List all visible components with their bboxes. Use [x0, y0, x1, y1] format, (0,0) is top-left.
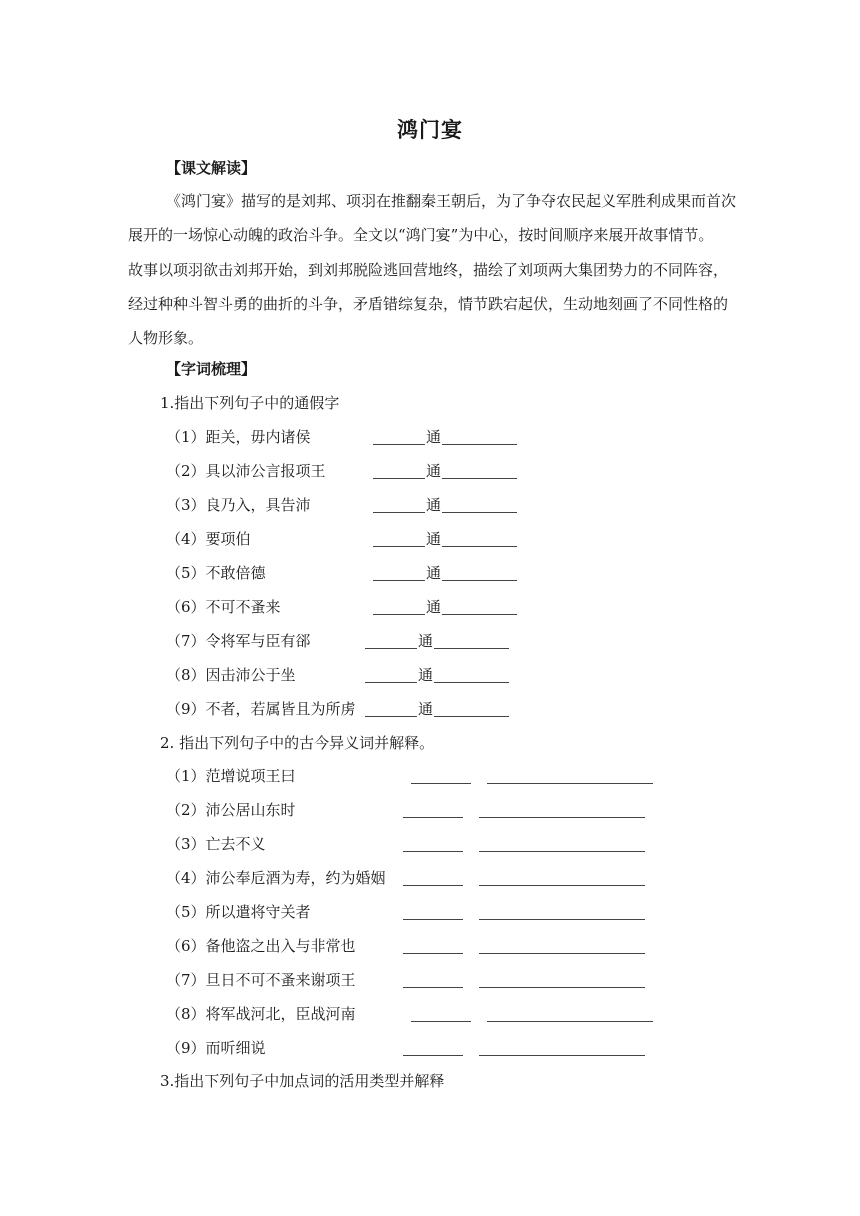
q1-item-text: （8）因击沛公于坐: [166, 666, 296, 684]
intro-paragraph: [128, 184, 738, 355]
answer-blank[interactable]: [373, 580, 425, 581]
answer-blank[interactable]: [365, 682, 417, 683]
tong-label: 通: [426, 428, 442, 446]
answer-blank[interactable]: [442, 512, 517, 513]
answer-blank[interactable]: [411, 1021, 471, 1022]
answer-blank[interactable]: [479, 919, 645, 920]
q2-item-text: （3）亡去不义: [166, 835, 266, 853]
tong-label: 通: [418, 666, 434, 684]
answer-blank[interactable]: [442, 614, 517, 615]
paragraph-line: 《鸿门宴》描写的是刘邦、项羽在推翻秦王朝后，为了争夺农民起义军胜利成果而首次: [166, 192, 737, 210]
answer-blank[interactable]: [403, 987, 463, 988]
tong-label: 通: [426, 598, 442, 616]
q3-heading: 3.指出下列句子中加点词的活用类型并解释: [160, 1072, 445, 1090]
section-heading-reading: 【课文解读】: [166, 159, 257, 177]
q2-item-text: （8）将军战河北，臣战河南: [166, 1005, 356, 1023]
answer-blank[interactable]: [479, 953, 645, 954]
answer-blank[interactable]: [403, 817, 463, 818]
paragraph-line: 展开的一场惊心动魄的政治斗争。全文以“鸿门宴”为中心，按时间顺序来展开故事情节。: [128, 226, 714, 245]
tong-label: 通: [426, 496, 442, 514]
answer-blank[interactable]: [479, 817, 645, 818]
answer-blank[interactable]: [403, 919, 463, 920]
q2-item-text: （6）备他盗之出入与非常也: [166, 937, 356, 955]
answer-blank[interactable]: [434, 716, 509, 717]
q2-item-text: （1）范增说项王曰: [166, 767, 296, 785]
answer-blank[interactable]: [373, 546, 425, 547]
answer-blank[interactable]: [442, 580, 517, 581]
q1-heading: 1.指出下列句子中的通假字: [160, 394, 340, 412]
tong-label: 通: [426, 462, 442, 480]
q2-item-text: （2）沛公居山东时: [166, 801, 296, 819]
answer-blank[interactable]: [479, 851, 645, 852]
answer-blank[interactable]: [373, 444, 425, 445]
answer-blank[interactable]: [442, 478, 517, 479]
q1-item-text: （7）令将军与臣有郤: [166, 632, 311, 650]
q1-item-text: （9）不者，若属皆且为所虏: [166, 700, 356, 718]
section-heading-vocab: 【字词梳理】: [166, 360, 257, 378]
paragraph-line: 故事以项羽欲击刘邦开始，到刘邦脱险逃回营地终，描绘了刘项两大集团势力的不同阵容，: [128, 260, 729, 279]
answer-blank[interactable]: [479, 1055, 645, 1056]
paragraph-line: 人物形象。: [128, 329, 204, 348]
answer-blank[interactable]: [403, 1055, 463, 1056]
answer-blank[interactable]: [487, 783, 653, 784]
answer-blank[interactable]: [403, 851, 463, 852]
q2-item-text: （7）旦日不可不蚤来谢项王: [166, 971, 356, 989]
answer-blank[interactable]: [479, 885, 645, 886]
answer-blank[interactable]: [487, 1021, 653, 1022]
answer-blank[interactable]: [434, 682, 509, 683]
answer-blank[interactable]: [434, 648, 509, 649]
answer-blank[interactable]: [403, 885, 463, 886]
answer-blank[interactable]: [365, 648, 417, 649]
answer-blank[interactable]: [442, 546, 517, 547]
answer-blank[interactable]: [365, 716, 417, 717]
tong-label: 通: [426, 564, 442, 582]
tong-label: 通: [418, 632, 434, 650]
page-title: 鸿门宴: [397, 118, 463, 142]
answer-blank[interactable]: [411, 783, 471, 784]
tong-label: 通: [426, 530, 442, 548]
q2-item-text: （5）所以遣将守关者: [166, 903, 311, 921]
q1-item-text: （2）具以沛公言报项王: [166, 462, 326, 480]
q1-item-text: （5）不敢倍德: [166, 564, 266, 582]
answer-blank[interactable]: [403, 953, 463, 954]
q1-item-text: （1）距关，毋内诸侯: [166, 428, 311, 446]
q1-item-text: （3）良乃入，具告沛: [166, 496, 311, 514]
answer-blank[interactable]: [479, 987, 645, 988]
tong-label: 通: [418, 700, 434, 718]
q2-heading: 2. 指出下列句子中的古今异义词并解释。: [160, 734, 435, 752]
answer-blank[interactable]: [373, 614, 425, 615]
q2-item-text: （9）而听细说: [166, 1039, 266, 1057]
answer-blank[interactable]: [373, 478, 425, 479]
q1-item-text: （6）不可不蚤来: [166, 598, 281, 616]
answer-blank[interactable]: [442, 444, 517, 445]
q1-item-text: （4）要项伯: [166, 530, 251, 548]
q2-item-text: （4）沛公奉卮酒为寿，约为婚姻: [166, 869, 386, 887]
paragraph-line: 经过种种斗智斗勇的曲折的斗争，矛盾错综复杂，情节跌宕起伏，生动地刻画了不同性格的: [128, 294, 729, 313]
answer-blank[interactable]: [373, 512, 425, 513]
